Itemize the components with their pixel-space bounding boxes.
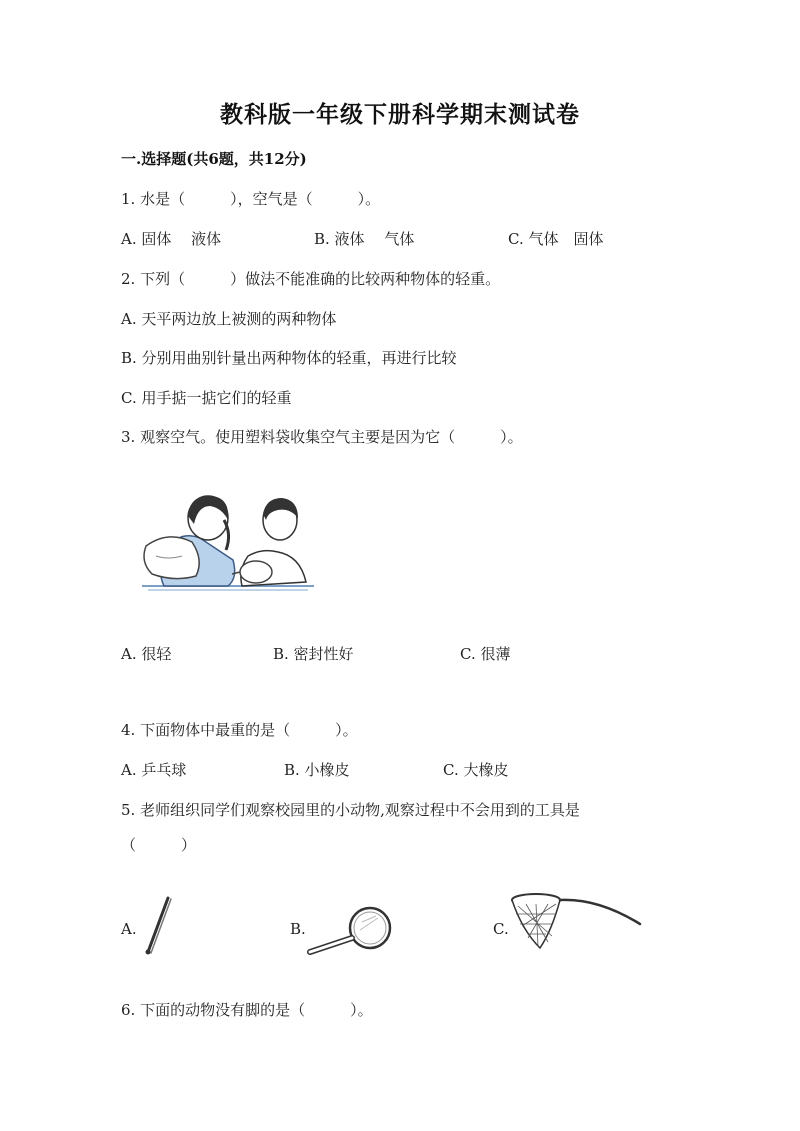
q1-option-a: A. 固体 液体 [121,230,222,248]
question-1: 1. 水是（ ），空气是（ ）。 [121,190,381,208]
q4-option-c: C. 大橡皮 [443,761,509,779]
section-heading: 一.选择题(共6题，共12分) [121,150,307,168]
q4-option-b: B. 小橡皮 [284,761,350,779]
q2-option-b: B. 分别用曲别针量出两种物体的轻重，再进行比较 [121,349,457,367]
question-3: 3. 观察空气。使用塑料袋收集空气主要是因为它（ ）。 [121,428,523,446]
q2-option-a: A. 天平两边放上被测的两种物体 [121,310,337,328]
page-title: 教科版一年级下册科学期末测试卷 [220,101,580,128]
magnifier-icon [304,904,396,956]
q3-option-a: A. 很轻 [121,645,172,663]
insect-net-icon [508,890,644,956]
q3-option-c: C. 很薄 [460,645,511,663]
question-6: 6. 下面的动物没有脚的是（ ）。 [121,1001,373,1019]
question-4: 4. 下面物体中最重的是（ ）。 [121,721,358,739]
q1-option-c: C. 气体 固体 [508,230,604,248]
q5-option-a-label: A. [121,920,137,938]
question-5-blank: （ ） [121,836,197,854]
q3-option-b: B. 密封性好 [273,645,354,663]
question-5: 5. 老师组织同学们观察校园里的小动物,观察过程中不会用到的工具是 [121,801,580,819]
q2-option-c: C. 用手掂一掂它们的轻重 [121,389,292,407]
q5-option-c-label: C. [493,920,509,938]
q1-option-b: B. 液体 气体 [314,230,415,248]
tweezers-icon [138,894,178,958]
q5-option-b-label: B. [290,920,306,938]
q4-option-a: A. 乒乓球 [121,761,187,779]
question-2: 2. 下列（ ）做法不能准确的比较两种物体的轻重。 [121,270,501,288]
children-with-plastic-bag-illustration [138,490,318,598]
